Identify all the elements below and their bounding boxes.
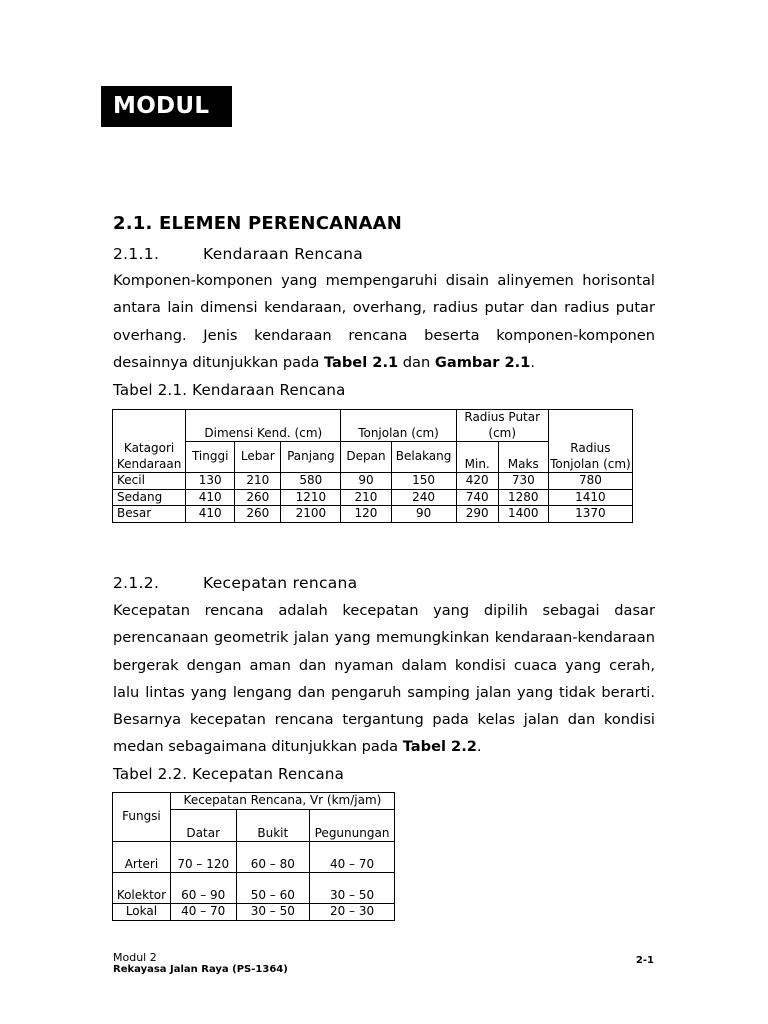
header-radius-putar: Radius Putar (cm) [456,410,548,442]
paragraph-kecepatan: Kecepatan rencana adalah kecepatan yang dipilih sebagai dasar perencanaan geometrik jalan yang memungkinkan kendaraan-kendaraan bergerak dengan aman dan nyaman dalam kondisi cuaca yang cerah, lalu lintas yang lengang dan pengaruh samping jalan yang tidak berarti. Besarnya kecepatan rencana tergantung pada kelas jalan dan kondisi medan sebagaimana ditunjukkan pada Tabel 2.2. [113,602,655,756]
header-tonjolan: Tonjolan (cm) [341,410,456,442]
header-kecepatan: Kecepatan Rencana, Vr (km/jam) [170,793,394,810]
table2-caption: Tabel 2.2. Kecepatan Rencana [113,765,345,783]
table1-caption: Tabel 2.1. Kendaraan Rencana [113,381,346,399]
subheader-datar: Datar [170,810,236,842]
ref-tabel-2-1: Tabel 2.1 [323,353,399,371]
section-heading: 2.1. ELEMEN PERENCANAAN [113,213,403,234]
subsection-title: Kecepatan rencana [203,574,358,592]
table-row: Sedang 410 260 1210 210 240 740 1280 1410 [113,489,633,506]
table-kecepatan-rencana [112,792,395,921]
table-row: Besar 410 260 2100 120 90 290 1400 1370 [113,506,633,523]
subsection-number: 2.1.2. [113,574,160,592]
subheader-depan: Depan [341,442,391,473]
footer-page-number: 2-1 [635,955,654,966]
table-kendaraan-rencana [112,409,633,523]
header-kategori: Katagori Kendaraan [113,410,186,473]
paragraph-kendaraan: Komponen-komponen yang mempengaruhi disain alinyemen horisontal antara lain dimensi kendaraan, overhang, radius putar dan radius putar overhang. Jenis kendaraan rencana beserta komponen-komponen desainnya ditunjukkan pada Tabel 2.1 dan Gambar 2.1. [113,272,655,371]
subheader-bukit: Bukit [236,810,310,842]
subsection-title: Kendaraan Rencana [203,245,364,263]
subheader-maks: Maks [498,442,548,473]
subheader-pegunungan: Pegunungan [310,810,395,842]
subsection-heading-kendaraan [113,245,363,263]
table-row: Kolektor 60 – 90 50 – 60 30 – 50 [113,873,395,904]
header-dimensi: Dimensi Kend. (cm) [186,410,341,442]
ref-gambar-2-1: Gambar 2.1 [434,353,531,371]
subheader-lebar: Lebar [235,442,281,473]
header-fungsi: Fungsi [113,793,171,842]
table-row: Arteri 70 – 120 60 – 80 40 – 70 [113,842,395,873]
footer-course: Rekayasa Jalan Raya (PS-1364) [113,964,288,975]
table-row: Lokal 40 – 70 30 – 50 20 – 30 [113,904,395,921]
subheader-panjang: Panjang [281,442,341,473]
table-row: Kecil 130 210 580 90 150 420 730 780 [113,473,633,490]
header-radius-tonjolan: Radius Tonjolan (cm) [548,410,632,473]
module-title: MODUL 2 [101,86,232,127]
footer-module: Modul 2 [113,951,157,964]
subheader-tinggi: Tinggi [186,442,235,473]
subsection-number: 2.1.1. [113,245,160,263]
ref-tabel-2-2: Tabel 2.2 [402,738,477,756]
subheader-min: Min. [456,442,498,473]
subsection-heading-kecepatan [113,574,357,592]
subheader-belakang: Belakang [391,442,456,473]
